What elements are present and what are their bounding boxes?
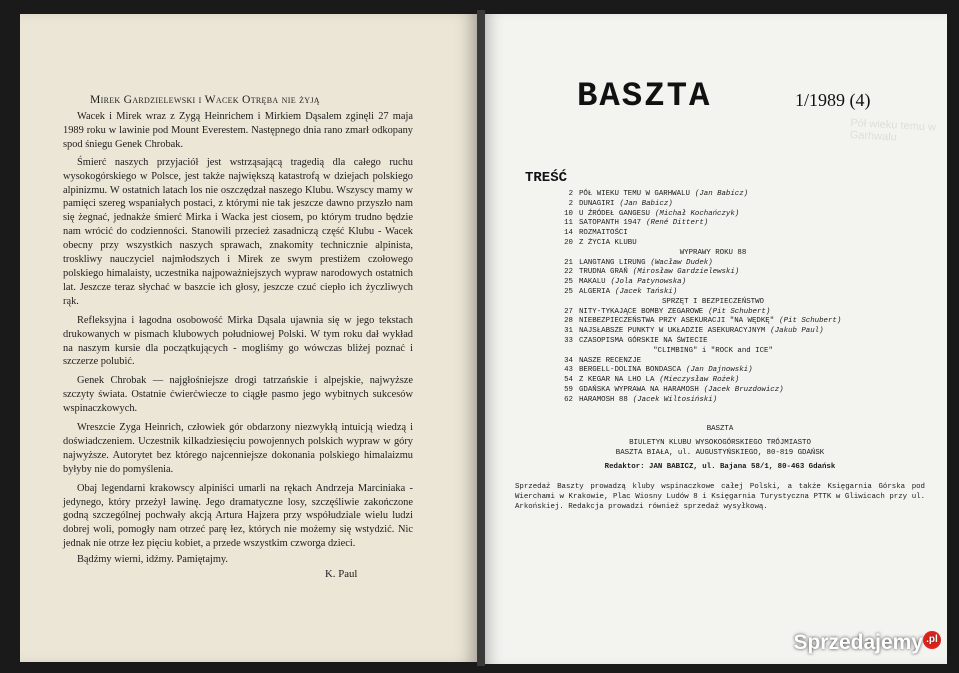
toc-page-number: 31 — [564, 327, 573, 336]
toc-page-number: 14 — [564, 229, 573, 238]
toc-page-number: 21 — [564, 258, 573, 267]
colophon-name: BASZTA — [706, 425, 734, 433]
colophon — [515, 425, 925, 473]
toc-author: (Pit Schubert) — [708, 307, 771, 316]
bleed-through-text: Pół wieku temu w Garhwalu — [849, 117, 937, 144]
toc-page-number: 43 — [564, 366, 573, 375]
book-gutter — [477, 10, 485, 666]
toc-page-number: 34 — [564, 356, 573, 365]
toc-entry — [553, 317, 923, 327]
distribution-note: Sprzedaż Baszty prowadzą kluby wspinaczkowe całej Polski, a także Księgarnia Górska pod Wierchami w Krakowie, Plac Wiosny Ludów 8 i Księgarnia Turystyczna PTTK w Gliwicach przy ul. Arkońskiej. Redakcja prowadzi również sprzedaż wysyłkową. — [515, 483, 925, 511]
toc-entry — [553, 357, 923, 367]
toc-page-number: 10 — [564, 209, 573, 218]
toc-page-number: 11 — [564, 219, 573, 228]
toc-author: (Jola Patynowska) — [610, 278, 687, 287]
toc-title: CZASOPISMA GÓRSKIE NA ŚWIECIE — [579, 336, 708, 345]
toc-page-number: 62 — [564, 395, 573, 404]
paragraph: Genek Chrobak — najgłośniejsze drogi tatrzańskie i alpejskie, najwyższe szczyty świata. Ostatnie ćwierćwiecze to ciągłe pasmo jego wybitnych sukcesów wspinaczkowych. — [63, 375, 413, 415]
toc-title: PÓŁ WIEKU TEMU W GARHWALU — [579, 190, 690, 198]
toc-title: SATOPANTH 1947 — [579, 219, 642, 228]
masthead: BASZTA — [577, 78, 712, 116]
toc-author: (Mieczysław Rożek) — [659, 376, 740, 385]
toc-section — [553, 249, 923, 259]
toc-page-number: 20 — [564, 238, 573, 247]
toc-title: Z ŻYCIA KLUBU — [579, 238, 637, 247]
toc-title: GDAŃSKA WYPRAWA NA HARAMOSH — [579, 385, 699, 394]
toc-entry — [553, 278, 923, 288]
toc-title: ALGERIA — [579, 287, 611, 296]
toc-heading: TREŚĆ — [525, 170, 568, 186]
toc-title: NAJSŁABSZE PUNKTY W UKŁADZIE ASEKURACYJNYM — [579, 327, 766, 336]
colophon-line: BASZTA BIAŁA, ul. AUGUSTYŃSKIEGO, 80-819 GDAŃSK — [615, 448, 825, 457]
article-body — [63, 110, 413, 567]
toc-entry — [553, 190, 923, 200]
signature: K. Paul — [325, 568, 358, 580]
toc-page-number: 2 — [568, 190, 573, 198]
toc-title: NITY-TYKAJĄCE BOMBY ZEGAROWE — [579, 307, 704, 316]
toc-author: (Wacław Dudek) — [650, 258, 713, 267]
toc-title: NASZE RECENZJE — [579, 356, 642, 365]
toc-page-number: 28 — [564, 317, 573, 326]
toc-page-number: 25 — [564, 278, 573, 287]
editor-line: Redaktor: JAN BABICZ, ul. Bajana 58/1, 80-463 Gdańsk — [604, 463, 836, 472]
paragraph: Wreszcie Zyga Heinrich, człowiek gór obdarzony niezwykłą intuicją wiedzą i doświadczeniem. Uczestnik kilkadziesięciu powojennych polskich wypraw w góry najwyższe. Autorytet bez którego najcenniejsze dokonania polskiego himalaizmu byłyby nie do pomyślenia. — [63, 422, 413, 475]
toc-author: (Jan Babicz) — [619, 199, 673, 208]
toc-page-number: 22 — [564, 268, 573, 277]
toc-section — [553, 298, 923, 308]
toc-entry — [553, 396, 923, 406]
toc-title: MAKALU — [579, 278, 606, 287]
issue-number: 1/1989 (4) — [795, 90, 871, 110]
toc-page-number: 27 — [564, 307, 573, 316]
toc-entry — [553, 200, 923, 210]
paragraph: Śmierć naszych przyjaciół jest wstrząsającą tragedią dla całego ruchu wysokogórskiego w Polsce, jest także największą katastrofą w dziejach polskiego alpinizmu. W ostatnich latach los nie oszczędzał naszego Klubu. Wszyscy mamy w pamięci szereg wspaniałych postaci, z którymi nie tak jeszcze dawno przyszło nam się żegnać, jednakże śmierć Mirka i Wacka jest ciosem, po którym trudno będzie nam wrócić do codzienności. Stanowili przecież zasadniczą część Klubu - Wacek obecny przy wszystkich naszych sprawach, znakomity technicznie alpinista, troskliwy nauczyciel najmłodszych i Mirek ze swym prestiżem czołowego polskiego himalaisty, uczestnika najpoważniejszych wypraw narodowych ostatnich lat. Jeszcze teraz słychać w baszcie ich głosy, jeszcze czuć ciepło ich życzliwych rąk. — [63, 156, 413, 307]
toc-entry — [553, 376, 923, 386]
toc-entry — [553, 268, 923, 278]
toc-title: Z KEGAR NA LHO LA — [579, 376, 655, 385]
toc-title: U ŹRÓDEŁ GANGESU — [579, 209, 650, 218]
toc-section-label: "CLIMBING" i "ROCK and ICE" — [653, 346, 773, 355]
toc-author: (René Dittert) — [646, 219, 709, 228]
toc-entry — [553, 366, 923, 376]
toc-title: HARAMOSH 88 — [579, 395, 628, 404]
colophon-line: BIULETYN KLUBU WYSOKOGÓRSKIEGO TRÓJMIASTO — [629, 438, 811, 447]
toc-title: ROZMAITOŚCI — [579, 229, 628, 238]
article-title: Mirek Gardzielewski i Wacek Otręba nie żyją — [90, 93, 320, 106]
toc-author: (Jacek Tański) — [615, 287, 678, 296]
toc-page-number: 59 — [564, 385, 573, 394]
toc-entry — [553, 308, 923, 318]
toc-author: (Jan Babicz) — [694, 190, 749, 198]
toc-author: (Jacek Bruzdowicz) — [703, 385, 784, 394]
watermark — [793, 631, 941, 655]
toc-author: (Jacek Wiltosiński) — [632, 395, 718, 404]
toc-entry — [553, 337, 923, 347]
watermark-badge: .pl — [923, 631, 941, 649]
toc-page-number: 33 — [564, 336, 573, 345]
toc-entry — [553, 288, 923, 298]
toc-entry — [553, 229, 923, 239]
paragraph: Bądźmy wierni, idźmy. Pamiętajmy. — [77, 554, 229, 566]
table-of-contents — [553, 190, 923, 406]
toc-entry — [553, 239, 923, 249]
toc-section-label: WYPRAWY ROKU 88 — [679, 248, 747, 257]
toc-title: LANGTANG LIRUNG — [579, 258, 646, 267]
toc-title: TRUDNA GRAŃ — [579, 268, 628, 277]
toc-page-number: 25 — [564, 287, 573, 296]
watermark-text: Sprzedajemy — [793, 631, 923, 654]
toc-title: BERGELL-DOLINA BONDASCA — [579, 366, 682, 375]
toc-author: (Jan Dajnowski) — [686, 366, 753, 375]
toc-entry — [553, 386, 923, 396]
toc-author: (Pit Schubert) — [779, 317, 842, 326]
toc-page-number: 54 — [564, 376, 573, 385]
toc-title: NIEBEZPIECZEŃSTWA PRZY ASEKURACJI "NA WĘDKĘ" — [579, 317, 775, 326]
toc-author: (Mirosław Gardzielewski) — [632, 268, 740, 277]
toc-entry — [553, 327, 923, 337]
toc-entry — [553, 210, 923, 220]
toc-page-number: 2 — [568, 199, 573, 208]
toc-title: DUNAGIRI — [579, 199, 615, 208]
paragraph: Wacek i Mirek wraz z Zygą Heinrichem i Mirkiem Dąsalem zginęli 27 maja 1989 roku w lawinie pod Mount Everestem. Następnego dnia rano zmarł odkopany spod śniegu Genek Chrobak. — [63, 111, 413, 150]
toc-section-label: SPRZĘT I BEZPIECZEŃSTWO — [661, 297, 764, 306]
toc-author: (Jakub Paul) — [770, 327, 824, 336]
paragraph: Refleksyjna i łagodna osobowość Mirka Dąsala ujawnia się w jego tekstach drukowanych w pismach klubowych południowej Polski. W tym roku dał wykład na naszym kursie dla początkujących - mogliśmy go wówczas bliżej poznać i szczerze polubić. — [63, 314, 413, 368]
toc-author: (Michał Kochańczyk) — [654, 209, 740, 218]
toc-section — [553, 347, 923, 357]
toc-entry — [553, 259, 923, 269]
paragraph: Obaj legendarni krakowscy alpiniści umarli na rękach Andrzeja Marciniaka - jedynego, który przeżył lawinę. Jego dramatyczne losy, szczęśliwie zakończone godną szczególnej pochwały akcją Artura Hajzera przy współudziale wielu ludzi dobrej woli, pomogły nam otrzeć parę łez, których nie możemy się wstydzić. Nic jednak nie otrze łez pięciu kobiet, a przede wszystkim czworga dzieci. — [63, 482, 413, 550]
toc-entry — [553, 219, 923, 229]
